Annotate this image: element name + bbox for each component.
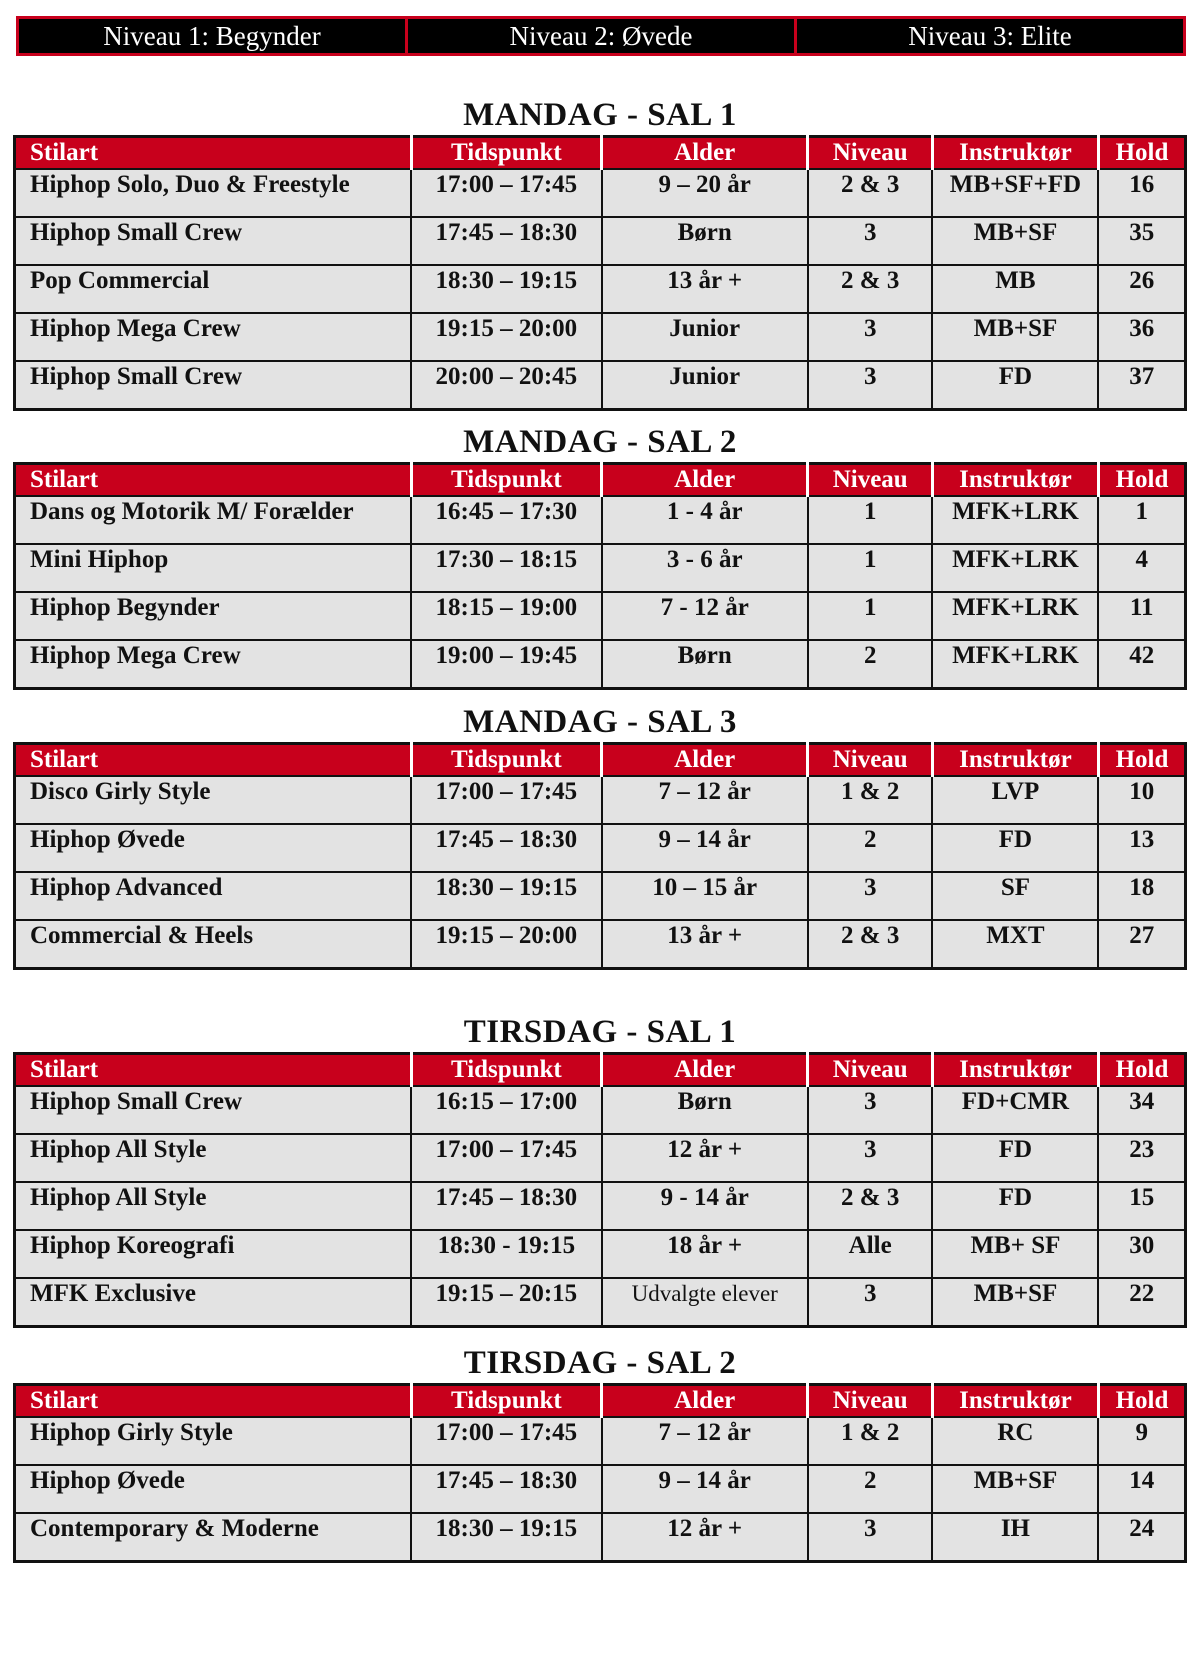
- column-header: Niveau: [808, 137, 932, 170]
- table-cell: Hiphop Øvede: [15, 824, 412, 872]
- schedule-section: [13, 422, 1187, 690]
- section-title: MANDAG - SAL 3: [463, 704, 737, 740]
- table-cell: 2: [808, 640, 932, 689]
- table-header-row: [15, 1054, 1186, 1087]
- table-cell: Hiphop Small Crew: [15, 217, 412, 265]
- table-cell: 1: [808, 592, 932, 640]
- section-title: TIRSDAG - SAL 2: [463, 1345, 737, 1381]
- table-cell: 11: [1098, 592, 1185, 640]
- table-header-row: [15, 464, 1186, 497]
- table-row: [15, 1086, 1186, 1134]
- column-header: Niveau: [808, 1385, 932, 1418]
- column-header: Tidspunkt: [411, 744, 601, 777]
- table-cell: 3: [808, 1513, 932, 1562]
- column-header: Niveau: [808, 1054, 932, 1087]
- table-cell: MB: [932, 265, 1098, 313]
- table-row: [15, 169, 1186, 217]
- table-row: [15, 920, 1186, 969]
- table-row: [15, 872, 1186, 920]
- table-cell: Hiphop Koreografi: [15, 1230, 412, 1278]
- table-cell: 2 & 3: [808, 169, 932, 217]
- schedule-table: [13, 742, 1187, 970]
- table-cell: Hiphop Advanced: [15, 872, 412, 920]
- column-header: Instruktør: [932, 744, 1098, 777]
- table-row: [15, 217, 1186, 265]
- table-cell: 1: [808, 496, 932, 544]
- table-cell: Dans og Motorik M/ Forælder: [15, 496, 412, 544]
- column-header: Alder: [602, 464, 808, 497]
- table-cell: 26: [1098, 265, 1185, 313]
- table-header-row: [15, 137, 1186, 170]
- table-cell: Mini Hiphop: [15, 544, 412, 592]
- column-header: Hold: [1098, 744, 1185, 777]
- table-cell: FD+CMR: [932, 1086, 1098, 1134]
- table-cell: 9 – 14 år: [602, 824, 808, 872]
- table-row: [15, 1278, 1186, 1327]
- table-cell: Alle: [808, 1230, 932, 1278]
- table-cell: SF: [932, 872, 1098, 920]
- table-cell: FD: [932, 824, 1098, 872]
- table-cell: Børn: [602, 640, 808, 689]
- table-cell: 2 & 3: [808, 265, 932, 313]
- table-cell: IH: [932, 1513, 1098, 1562]
- table-cell: 10: [1098, 776, 1185, 824]
- table-header-row: [15, 744, 1186, 777]
- table-cell: 17:00 – 17:45: [411, 776, 601, 824]
- table-cell: MB+ SF: [932, 1230, 1098, 1278]
- schedule-section: [13, 95, 1187, 411]
- column-header: Instruktør: [932, 1054, 1098, 1087]
- table-cell: MB+SF: [932, 217, 1098, 265]
- table-cell: MXT: [932, 920, 1098, 969]
- table-cell: 37: [1098, 361, 1185, 410]
- schedule-table: [13, 135, 1187, 411]
- table-row: [15, 1513, 1186, 1562]
- column-header: Tidspunkt: [411, 464, 601, 497]
- table-cell: 7 – 12 år: [602, 776, 808, 824]
- table-cell: 16: [1098, 169, 1185, 217]
- table-cell: LVP: [932, 776, 1098, 824]
- table-cell: 10 – 15 år: [602, 872, 808, 920]
- table-cell: 18:15 – 19:00: [411, 592, 601, 640]
- table-cell: Commercial & Heels: [15, 920, 412, 969]
- table-cell: MFK+LRK: [932, 544, 1098, 592]
- table-cell: 15: [1098, 1182, 1185, 1230]
- level-legend: [16, 16, 1186, 56]
- table-cell: 17:00 – 17:45: [411, 1417, 601, 1465]
- section-title: TIRSDAG - SAL 1: [463, 1014, 737, 1050]
- table-cell: 9 - 14 år: [602, 1182, 808, 1230]
- table-cell: MB+SF: [932, 1465, 1098, 1513]
- table-cell: 1: [808, 544, 932, 592]
- table-cell: 27: [1098, 920, 1185, 969]
- table-cell: 17:45 – 18:30: [411, 1182, 601, 1230]
- table-cell: 3: [808, 1086, 932, 1134]
- column-header: Hold: [1098, 137, 1185, 170]
- section-title: MANDAG - SAL 2: [463, 424, 737, 460]
- table-cell: RC: [932, 1417, 1098, 1465]
- table-row: [15, 1417, 1186, 1465]
- schedule-table: [13, 462, 1187, 690]
- table-cell: 18:30 – 19:15: [411, 872, 601, 920]
- table-cell: 24: [1098, 1513, 1185, 1562]
- column-header: Stilart: [15, 1054, 412, 1087]
- table-cell: 17:30 – 18:15: [411, 544, 601, 592]
- level-1-label: Niveau 1: Begynder: [19, 19, 408, 53]
- table-cell: Hiphop Small Crew: [15, 361, 412, 410]
- column-header: Tidspunkt: [411, 1385, 601, 1418]
- table-cell: 36: [1098, 313, 1185, 361]
- table-cell: 1: [1098, 496, 1185, 544]
- column-header: Alder: [602, 137, 808, 170]
- table-cell: 18:30 – 19:15: [411, 265, 601, 313]
- table-cell: 19:15 – 20:00: [411, 920, 601, 969]
- table-cell: 1 & 2: [808, 1417, 932, 1465]
- table-cell: 3: [808, 217, 932, 265]
- table-cell: 3: [808, 313, 932, 361]
- table-row: [15, 1134, 1186, 1182]
- table-cell: 2 & 3: [808, 920, 932, 969]
- level-2-label: Niveau 2: Øvede: [408, 19, 797, 53]
- table-cell: Pop Commercial: [15, 265, 412, 313]
- table-cell: Børn: [602, 1086, 808, 1134]
- table-row: [15, 824, 1186, 872]
- table-cell: 14: [1098, 1465, 1185, 1513]
- table-cell: MB+SF+FD: [932, 169, 1098, 217]
- table-row: [15, 361, 1186, 410]
- table-cell: 34: [1098, 1086, 1185, 1134]
- table-row: [15, 1465, 1186, 1513]
- table-cell: 19:15 – 20:15: [411, 1278, 601, 1327]
- table-cell: 3: [808, 361, 932, 410]
- level-3-label: Niveau 3: Elite: [908, 21, 1072, 51]
- column-header: Alder: [602, 744, 808, 777]
- table-cell: 16:15 – 17:00: [411, 1086, 601, 1134]
- table-cell: 13: [1098, 824, 1185, 872]
- column-header: Hold: [1098, 1054, 1185, 1087]
- table-cell: 7 – 12 år: [602, 1417, 808, 1465]
- table-cell: Hiphop Begynder: [15, 592, 412, 640]
- table-cell: 16:45 – 17:30: [411, 496, 601, 544]
- table-cell: FD: [932, 1182, 1098, 1230]
- table-cell: 13 år +: [602, 265, 808, 313]
- table-row: [15, 313, 1186, 361]
- column-header: Stilart: [15, 744, 412, 777]
- table-cell: FD: [932, 1134, 1098, 1182]
- table-row: [15, 265, 1186, 313]
- table-cell: Børn: [602, 217, 808, 265]
- table-cell: 13 år +: [602, 920, 808, 969]
- table-cell: 4: [1098, 544, 1185, 592]
- table-cell: 18 år +: [602, 1230, 808, 1278]
- table-cell: 3: [808, 1278, 932, 1327]
- table-cell: 17:00 – 17:45: [411, 1134, 601, 1182]
- table-cell: Hiphop Mega Crew: [15, 640, 412, 689]
- column-header: Niveau: [808, 744, 932, 777]
- column-header: Stilart: [15, 137, 412, 170]
- table-cell: 17:45 – 18:30: [411, 1465, 601, 1513]
- schedule-section: [13, 1343, 1187, 1563]
- table-row: [15, 592, 1186, 640]
- table-cell: 9 – 20 år: [602, 169, 808, 217]
- table-cell: MFK+LRK: [932, 592, 1098, 640]
- table-row: [15, 776, 1186, 824]
- table-cell: Junior: [602, 361, 808, 410]
- table-cell: 18:30 – 19:15: [411, 1513, 601, 1562]
- table-cell: 18: [1098, 872, 1185, 920]
- table-cell: 12 år +: [602, 1134, 808, 1182]
- table-cell: 35: [1098, 217, 1185, 265]
- table-cell: Hiphop Solo, Duo & Freestyle: [15, 169, 412, 217]
- table-cell: 17:45 – 18:30: [411, 217, 601, 265]
- column-header: Stilart: [15, 1385, 412, 1418]
- schedule-table: [13, 1052, 1187, 1328]
- table-cell: Hiphop All Style: [15, 1134, 412, 1182]
- table-cell: MFK+LRK: [932, 496, 1098, 544]
- table-cell: 2: [808, 824, 932, 872]
- table-cell: MFK+LRK: [932, 640, 1098, 689]
- column-header: Instruktør: [932, 137, 1098, 170]
- table-cell: MB+SF: [932, 1278, 1098, 1327]
- table-cell: MFK Exclusive: [15, 1278, 412, 1327]
- table-cell: Hiphop Small Crew: [15, 1086, 412, 1134]
- column-header: Hold: [1098, 1385, 1185, 1418]
- table-cell: Disco Girly Style: [15, 776, 412, 824]
- table-cell: 9 – 14 år: [602, 1465, 808, 1513]
- table-header-row: [15, 1385, 1186, 1418]
- column-header: Instruktør: [932, 464, 1098, 497]
- table-cell: 1 - 4 år: [602, 496, 808, 544]
- table-cell: 19:00 – 19:45: [411, 640, 601, 689]
- table-cell: 20:00 – 20:45: [411, 361, 601, 410]
- table-row: [15, 1230, 1186, 1278]
- column-header: Alder: [602, 1385, 808, 1418]
- table-cell: Contemporary & Moderne: [15, 1513, 412, 1562]
- schedule-section: [13, 1012, 1187, 1328]
- table-cell: 9: [1098, 1417, 1185, 1465]
- table-cell: 17:00 – 17:45: [411, 169, 601, 217]
- table-cell: 7 - 12 år: [602, 592, 808, 640]
- section-title: MANDAG - SAL 1: [463, 97, 737, 133]
- table-cell: 42: [1098, 640, 1185, 689]
- schedule-table: [13, 1383, 1187, 1563]
- table-row: [15, 640, 1186, 689]
- table-cell: 12 år +: [602, 1513, 808, 1562]
- table-cell: 30: [1098, 1230, 1185, 1278]
- column-header: Alder: [602, 1054, 808, 1087]
- table-row: [15, 544, 1186, 592]
- table-row: [15, 1182, 1186, 1230]
- table-cell: 22: [1098, 1278, 1185, 1327]
- column-header: Hold: [1098, 464, 1185, 497]
- column-header: Tidspunkt: [411, 137, 601, 170]
- table-cell: MB+SF: [932, 313, 1098, 361]
- table-cell: 17:45 – 18:30: [411, 824, 601, 872]
- table-cell: FD: [932, 361, 1098, 410]
- column-header: Niveau: [808, 464, 932, 497]
- column-header: Stilart: [15, 464, 412, 497]
- table-cell: 3 - 6 år: [602, 544, 808, 592]
- table-cell: Junior: [602, 313, 808, 361]
- table-cell: 23: [1098, 1134, 1185, 1182]
- table-cell: 3: [808, 1134, 932, 1182]
- column-header: Tidspunkt: [411, 1054, 601, 1087]
- table-row: [15, 496, 1186, 544]
- schedule-section: [13, 702, 1187, 970]
- table-cell: Udvalgte elever: [602, 1278, 808, 1327]
- table-cell: Hiphop Mega Crew: [15, 313, 412, 361]
- table-cell: 3: [808, 872, 932, 920]
- table-cell: 19:15 – 20:00: [411, 313, 601, 361]
- table-cell: 2: [808, 1465, 932, 1513]
- table-cell: 18:30 - 19:15: [411, 1230, 601, 1278]
- table-cell: 2 & 3: [808, 1182, 932, 1230]
- column-header: Instruktør: [932, 1385, 1098, 1418]
- table-cell: Hiphop Øvede: [15, 1465, 412, 1513]
- table-cell: Hiphop Girly Style: [15, 1417, 412, 1465]
- table-cell: 1 & 2: [808, 776, 932, 824]
- table-cell: Hiphop All Style: [15, 1182, 412, 1230]
